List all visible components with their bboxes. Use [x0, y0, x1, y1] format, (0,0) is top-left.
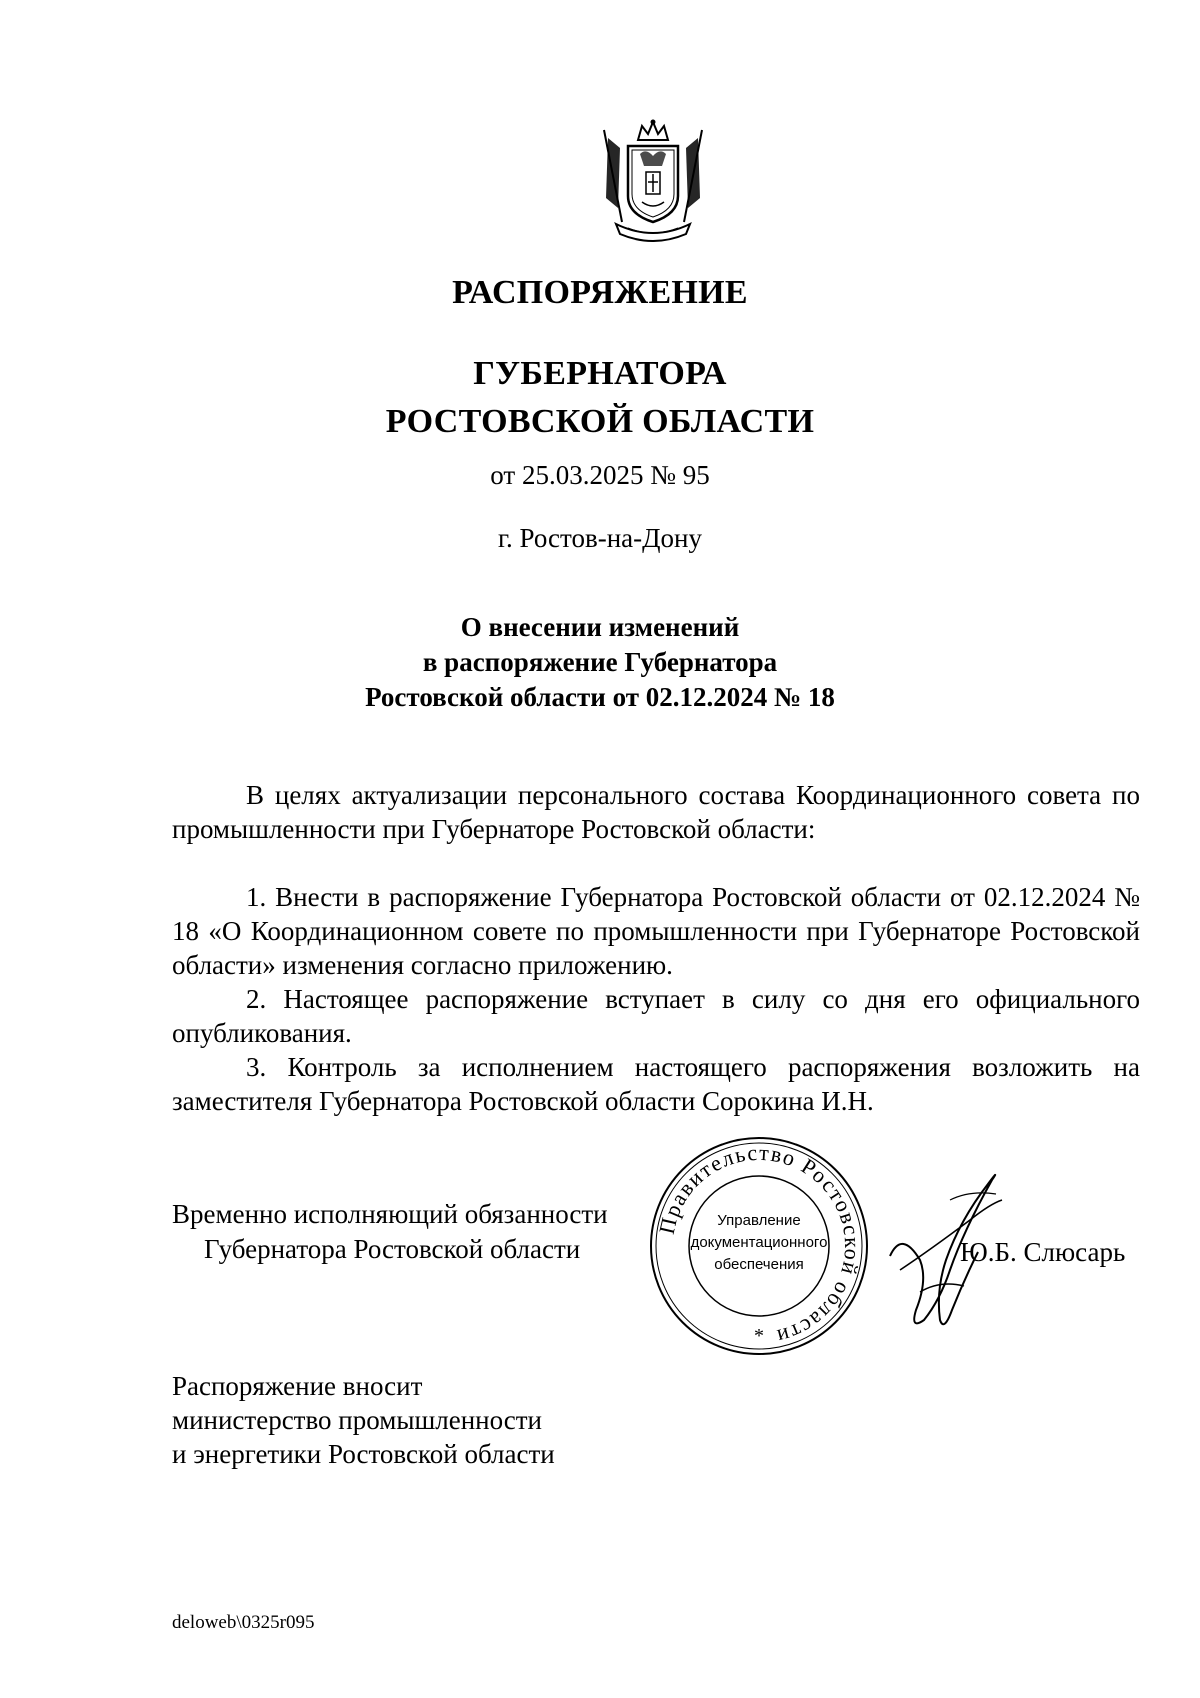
body-item-1: 1. Внести в распоряжение Губернатора Ростовской области от 02.12.2024 № 18 «О Координационном совете по промышленности при Губернаторе Ростовской области» изменения согласно приложению. — [172, 882, 1140, 980]
signer-position — [172, 1197, 652, 1267]
submitter-line-3: и энергетики Ростовской области — [172, 1439, 555, 1469]
subject-line-1: О внесении изменений — [460, 612, 740, 642]
footer-document-code: deloweb\0325r095 — [172, 1612, 315, 1633]
order-date-number: от 25.03.2025 № 95 — [490, 460, 710, 490]
subject-line-2: в распоряжение Губернатора — [422, 647, 778, 677]
body-item-3: 3. Контроль за исполнением настоящего распоряжения возложить на заместителя Губернатора Ростовской области Сорокина И.Н. — [172, 1052, 1140, 1116]
signer-position-line-1: Временно исполняющий обязанности — [172, 1199, 608, 1229]
issue-city: г. Ростов-на-Дону — [497, 523, 702, 553]
submitter-line-2: министерство промышленности — [172, 1405, 543, 1435]
signer-name: Ю.Б. Слюсарь — [960, 1237, 1126, 1267]
stamp-star: * — [754, 1325, 764, 1347]
stamp-center-line-3: обеспечения — [714, 1256, 804, 1273]
official-stamp — [648, 1135, 870, 1357]
issuer-title — [0, 350, 1200, 446]
intro-paragraph: В целях актуализации персонального состава Координационного совета по промышленности при Губернаторе Ростовской области: — [172, 780, 1140, 844]
body-intro — [172, 778, 1140, 846]
stamp-center-line-1: Управление — [717, 1212, 801, 1229]
submitter-line-1: Распоряжение вносит — [172, 1371, 423, 1401]
signer-position-line-2: Губернатора Ростовской области — [204, 1234, 581, 1264]
subject-line-3: Ростовской области от 02.12.2024 № 18 — [365, 682, 835, 712]
body-items — [172, 880, 1140, 1118]
issuer-line-2: РОСТОВСКОЙ ОБЛАСТИ — [385, 403, 815, 440]
submitter-block — [172, 1369, 555, 1471]
issuer-line-1: ГУБЕРНАТОРА — [473, 355, 727, 392]
stamp-ring-text: Правительство Ростовской области — [653, 1139, 866, 1351]
stamp-center-line-2: документационного — [690, 1234, 828, 1251]
body-item-2: 2. Настоящее распоряжение вступает в силу со дня его официального опубликования. — [172, 984, 1140, 1048]
document-type-title: РАСПОРЯЖЕНИЕ — [452, 274, 748, 311]
coat-of-arms-icon — [598, 118, 708, 242]
document-subject — [0, 610, 1200, 715]
